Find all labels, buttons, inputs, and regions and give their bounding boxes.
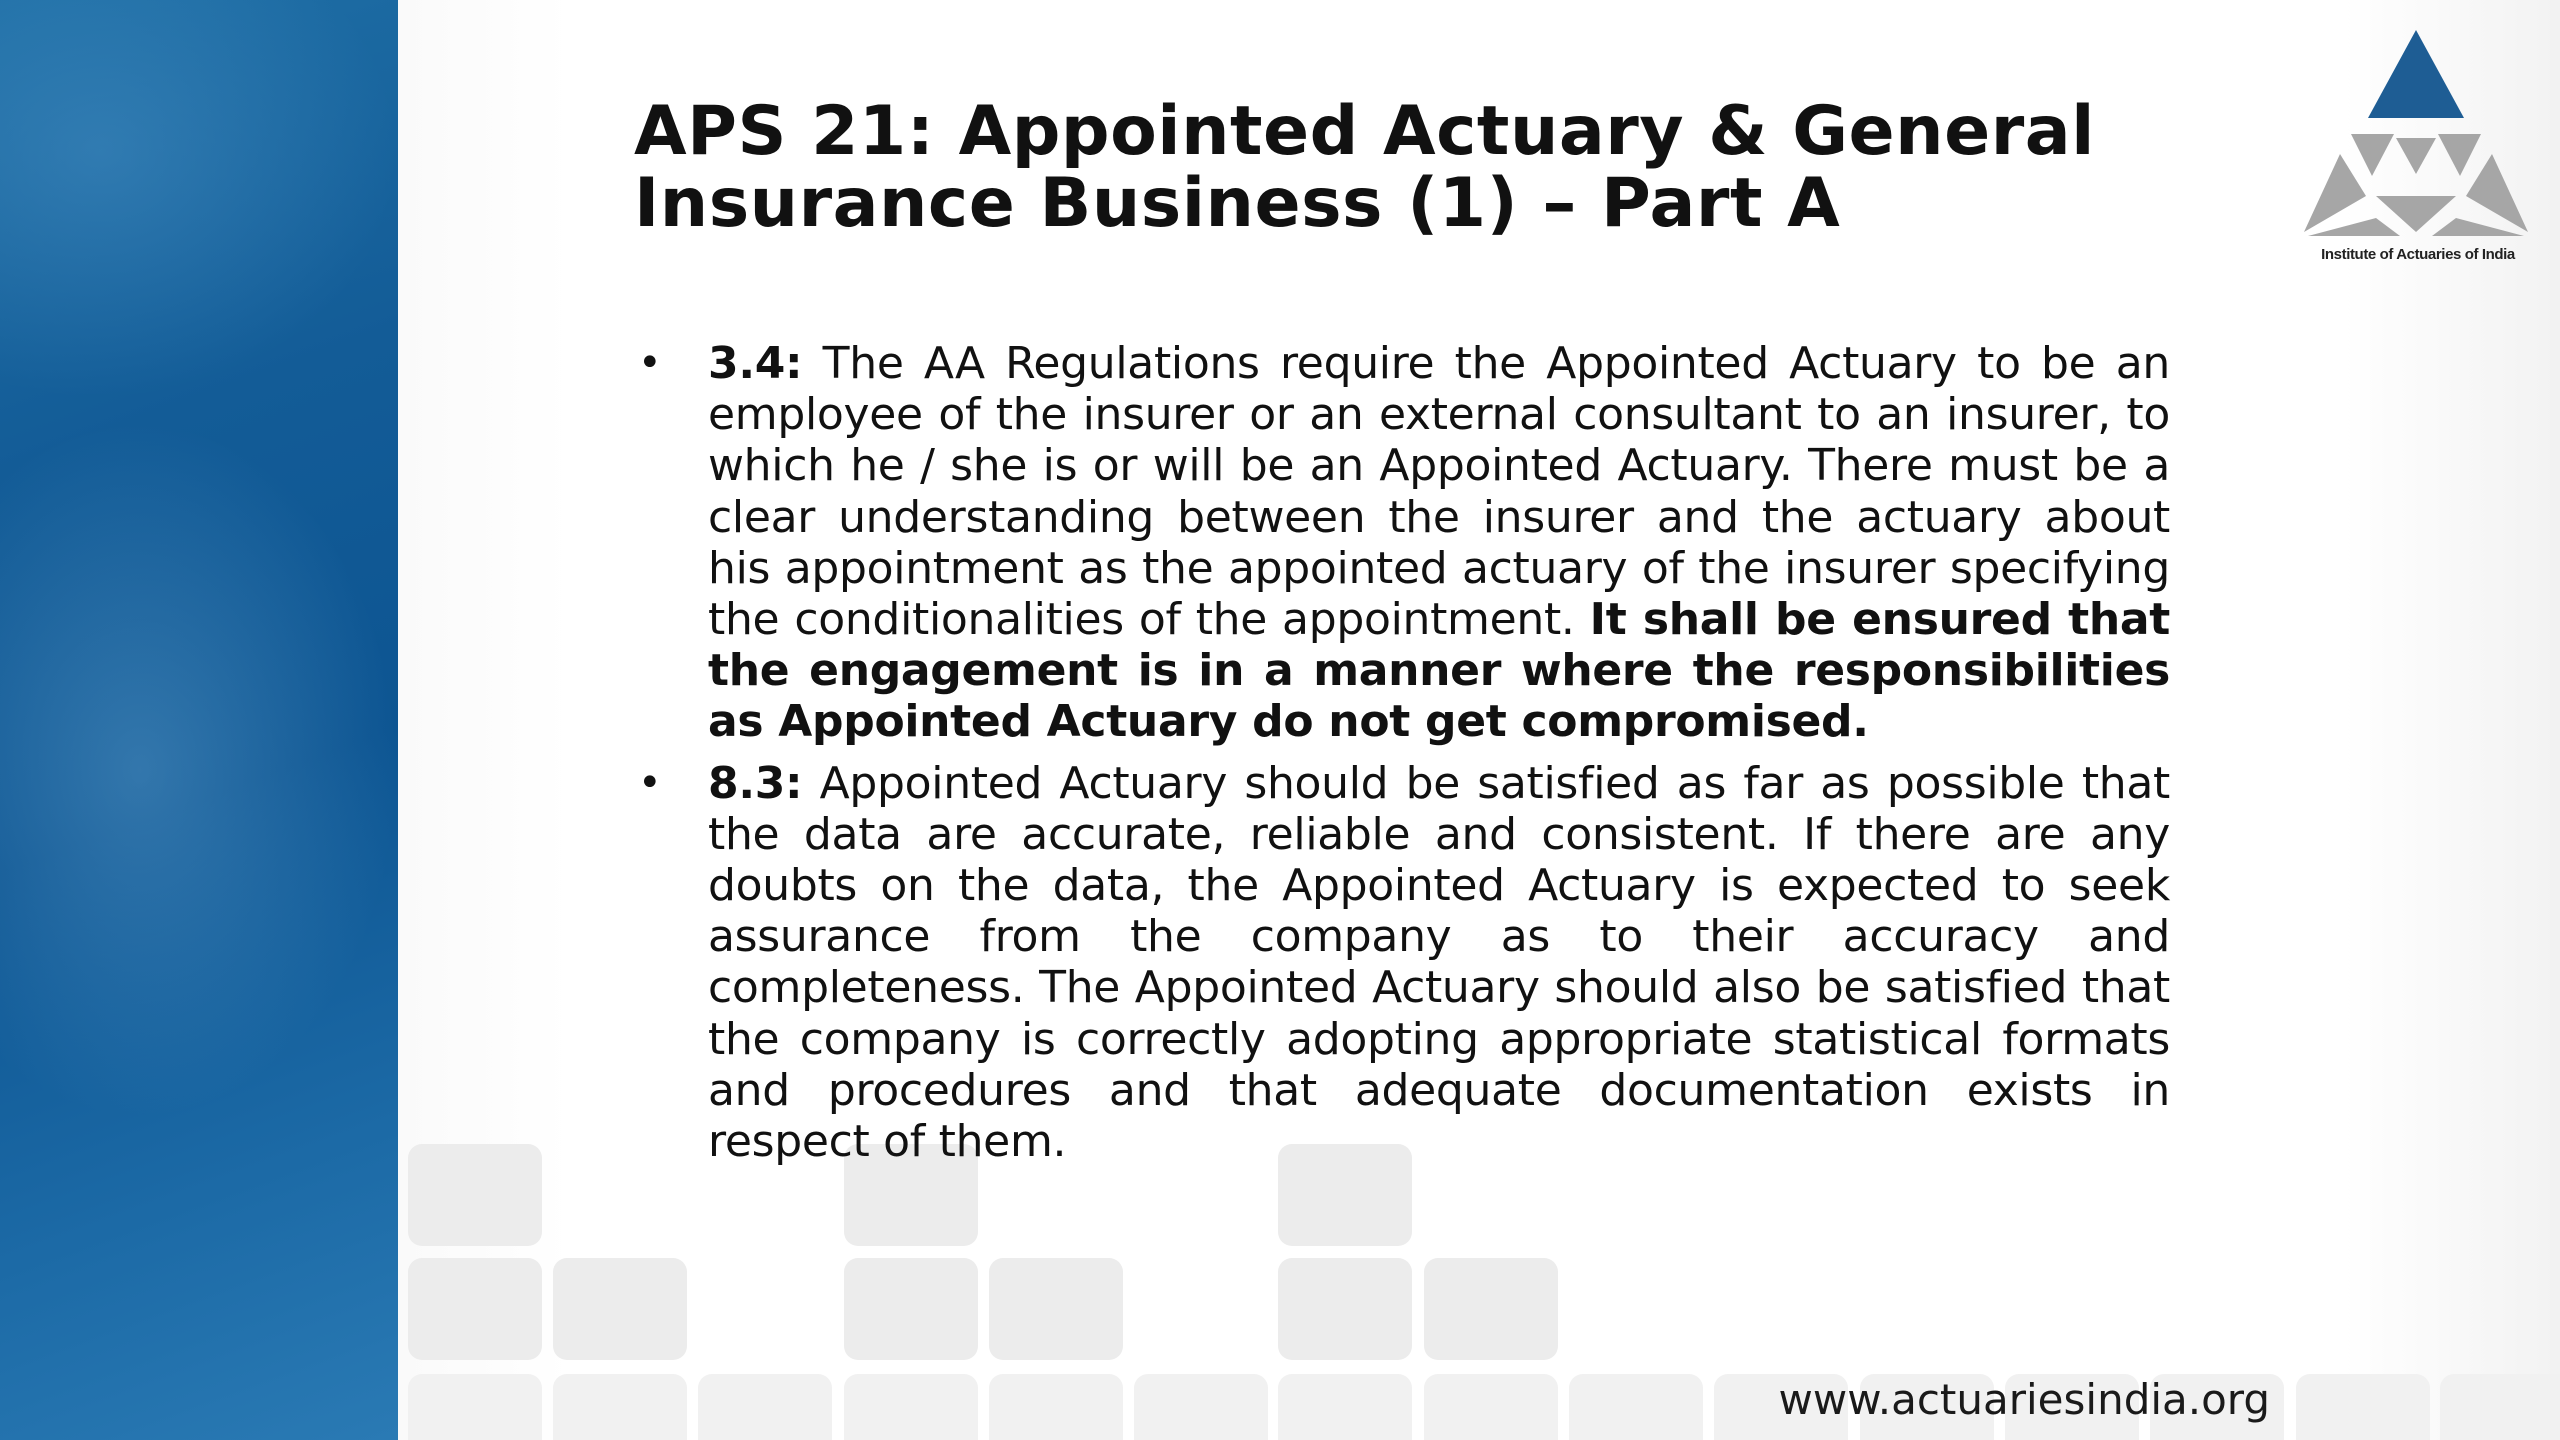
clause-emphasis: It shall be ensured that the engagement is in a manner where the responsibilities as Appointed Actuary do not get compromised. bbox=[708, 594, 2171, 748]
clause-ref: 3.4: bbox=[708, 338, 803, 389]
bullet-item-8-3 bbox=[634, 758, 2170, 1168]
tile bbox=[989, 1374, 1123, 1440]
tile bbox=[2440, 1374, 2560, 1440]
bullet-item-3-4 bbox=[634, 338, 2170, 748]
title-line-2: Insurance Business (1) – Part A bbox=[634, 164, 1841, 243]
tile bbox=[553, 1258, 687, 1360]
tile bbox=[408, 1258, 542, 1360]
tile bbox=[989, 1258, 1123, 1360]
tile bbox=[1424, 1374, 1558, 1440]
tile bbox=[2296, 1374, 2430, 1440]
logo-caption: Institute of Actuaries of India bbox=[2321, 246, 2515, 263]
title-line-1: APS 21: Appointed Actuary & General bbox=[634, 92, 2095, 171]
bullet-glyph: • bbox=[638, 340, 662, 386]
tile bbox=[408, 1374, 542, 1440]
tile bbox=[1424, 1258, 1558, 1360]
clause-ref: 8.3: bbox=[708, 757, 803, 809]
tile bbox=[698, 1374, 832, 1440]
tile bbox=[553, 1374, 687, 1440]
bullet-glyph: • bbox=[638, 759, 662, 806]
tile bbox=[844, 1374, 978, 1440]
clause-text: Appointed Actuary should be satisfied as far as possible that the data are accurate, reliable and consistent. If there are any doubts on the data, the Appointed Actuary is expected to seek assurance from the company as to their accuracy and completeness. The Appointed Actuary should also be satisfied that the company is correctly adopting appropriate statistical formats and procedures and that adequate documentation exists in respect of them. bbox=[708, 757, 2170, 1168]
clause-text: The AA Regulations require the Appointed Actuary to be an employee of the insurer or an external consultant to an insurer, to which he / she is or will be an Appointed Actuary. There must be a clear understanding between the insurer and the actuary about his appointment as the appointed actuary of the insurer specifying the conditionalities of the appointment. bbox=[708, 338, 2170, 646]
band-highlight-mid bbox=[0, 420, 400, 1120]
slide-title bbox=[634, 92, 2284, 243]
tile bbox=[1278, 1374, 1412, 1440]
iai-triangle-logo-icon bbox=[2296, 26, 2536, 270]
footer-url[interactable]: www.actuariesindia.org bbox=[1778, 1375, 2270, 1424]
bullet-list bbox=[634, 338, 2170, 1177]
tile bbox=[1278, 1258, 1412, 1360]
tile bbox=[408, 1144, 542, 1246]
tile bbox=[1569, 1374, 1703, 1440]
band-highlight-top bbox=[0, 0, 400, 400]
tile bbox=[844, 1258, 978, 1360]
tile bbox=[1134, 1374, 1268, 1440]
left-blue-band bbox=[0, 0, 398, 1440]
logo-graphic bbox=[2296, 26, 2536, 256]
